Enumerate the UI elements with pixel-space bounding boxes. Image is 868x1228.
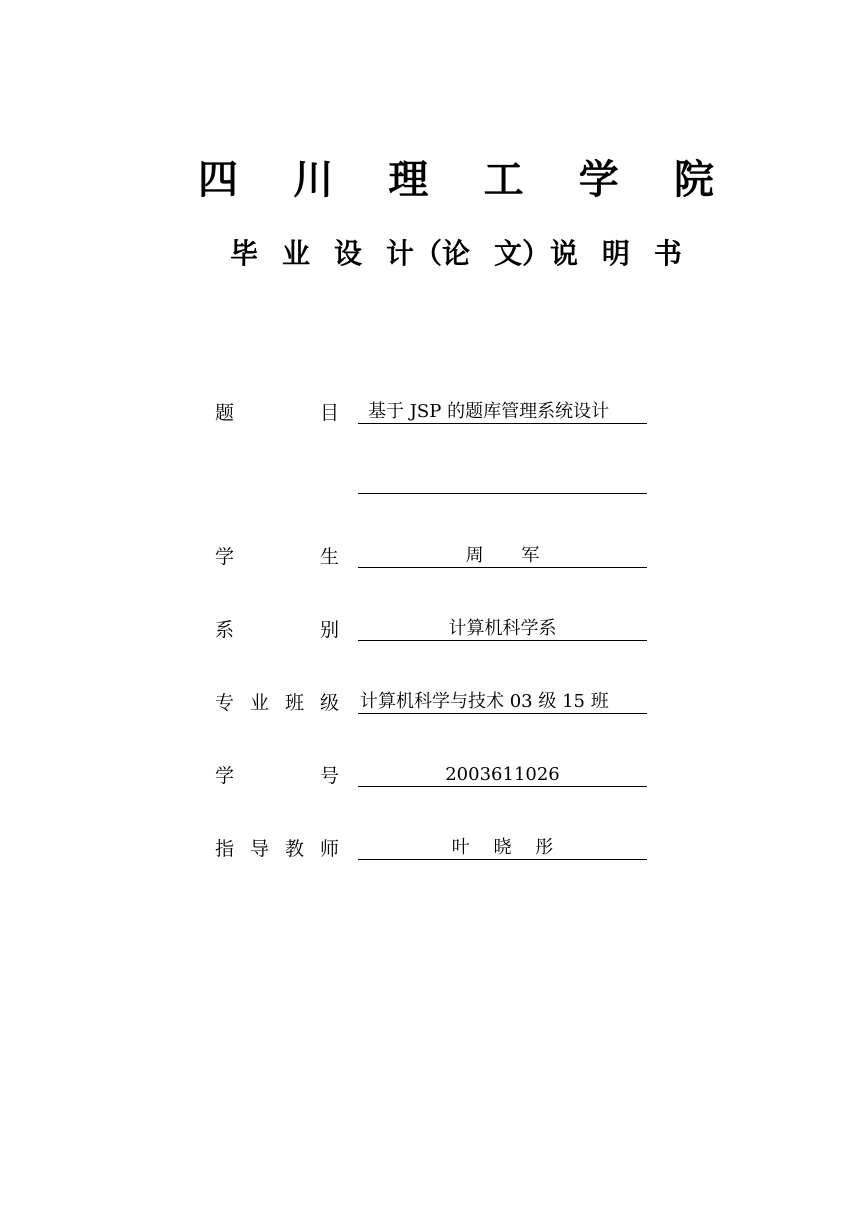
label-char: 别 xyxy=(319,619,339,641)
label-char: 班 xyxy=(284,692,304,714)
advisor-name-char: 彤 xyxy=(535,837,554,858)
subtitle-part: 明 xyxy=(601,237,630,270)
field-topic-continuation xyxy=(215,464,647,494)
school-name-char: 理 xyxy=(388,156,429,203)
label-char: 号 xyxy=(319,765,339,787)
field-department xyxy=(215,611,647,641)
school-name-char: 川 xyxy=(293,156,334,203)
subtitle-part: 设 xyxy=(333,237,362,270)
major-class-text: 计算机科学与技术 03 级 15 班 xyxy=(360,691,609,712)
field-department-label xyxy=(215,611,339,641)
label-char: 导 xyxy=(249,838,269,860)
field-student xyxy=(215,538,647,568)
label-char: 学 xyxy=(215,765,235,787)
field-advisor-value xyxy=(358,830,647,860)
field-major-class-label xyxy=(215,684,339,714)
field-major-class-value xyxy=(358,684,647,714)
field-student-label xyxy=(215,538,339,568)
school-name-char: 四 xyxy=(198,156,238,203)
field-advisor xyxy=(215,830,647,860)
subtitle-part: 文）说 xyxy=(493,237,578,270)
field-student-id-value xyxy=(358,757,647,787)
label-char: 系 xyxy=(215,619,235,641)
student-name-char: 军 xyxy=(521,545,540,566)
student-name-char: 周 xyxy=(465,545,484,566)
school-name-char: 学 xyxy=(578,156,619,203)
school-name-char: 工 xyxy=(483,156,524,203)
field-topic-value xyxy=(358,394,647,424)
label-char: 专 xyxy=(215,692,235,714)
school-name-char: 院 xyxy=(673,156,714,203)
field-major-class xyxy=(215,684,647,714)
department-text: 计算机科学系 xyxy=(448,618,557,639)
student-id-text: 2003611026 xyxy=(445,764,560,785)
document-subtitle xyxy=(230,232,682,272)
subtitle-part: 业 xyxy=(281,237,310,270)
label-char: 指 xyxy=(215,838,235,860)
field-topic-label xyxy=(215,394,339,424)
field-advisor-label xyxy=(215,830,339,860)
subtitle-part: 毕 xyxy=(230,237,259,270)
topic-text: 基于 JSP 的题库管理系统设计 xyxy=(368,401,610,422)
field-student-id xyxy=(215,757,647,787)
field-department-value xyxy=(358,611,647,641)
label-char: 教 xyxy=(284,838,304,860)
label-char: 目 xyxy=(319,402,339,424)
school-name xyxy=(196,148,716,204)
label-char: 业 xyxy=(249,692,269,714)
label-char: 师 xyxy=(319,838,339,860)
label-char: 学 xyxy=(215,546,235,568)
topic-blank-line xyxy=(358,464,647,494)
field-student-id-label xyxy=(215,757,339,787)
advisor-name-char: 叶 xyxy=(451,837,470,858)
advisor-name-char: 晓 xyxy=(493,837,512,858)
field-topic xyxy=(215,394,647,424)
label-char: 题 xyxy=(215,402,235,424)
field-student-value xyxy=(358,538,647,568)
subtitle-part: 书 xyxy=(653,237,682,270)
subtitle-part: 计（论 xyxy=(385,237,470,270)
label-char: 生 xyxy=(319,546,339,568)
label-char: 级 xyxy=(319,692,339,714)
